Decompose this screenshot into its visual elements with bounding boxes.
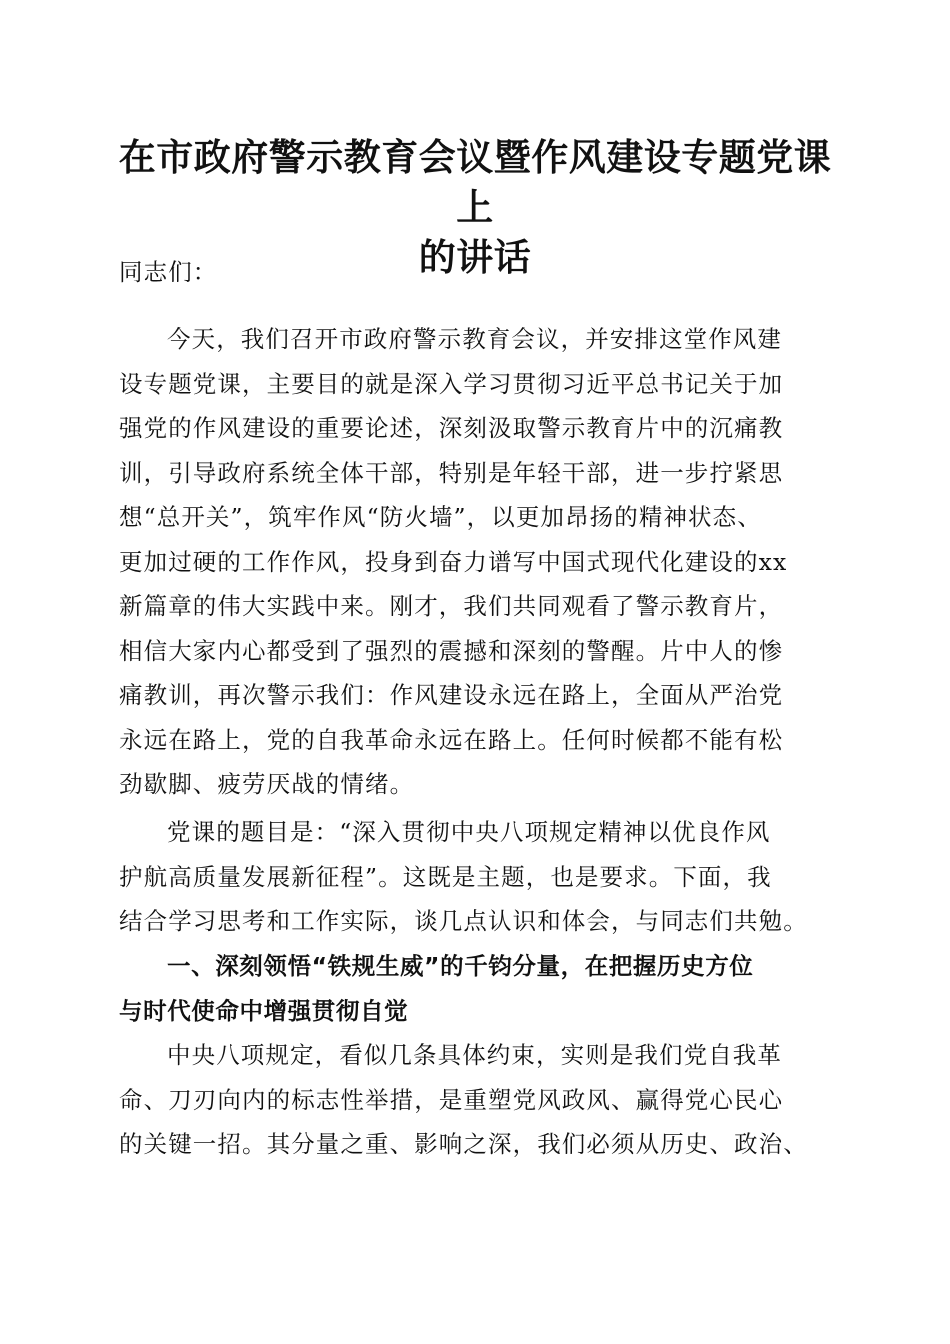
section-heading-line: 一、深刻领悟“铁规生威”的千钧分量，在把握历史方位 <box>167 952 754 980</box>
paragraph-2 <box>119 810 831 944</box>
paragraph-1 <box>119 317 831 807</box>
paragraph-1-line: 今天，我们召开市政府警示教育会议，并安排这堂作风建 <box>167 325 782 353</box>
paragraph-1-line: 训，引导政府系统全体干部，特别是年轻干部，进一步拧紧思 <box>119 458 784 487</box>
paragraph-3-line: 的关键一招。其分量之重、影响之深，我们必须从历史、政治、 <box>119 1130 808 1158</box>
title-line-1: 在市政府警示教育会议暨作风建设专题党课上 <box>118 135 832 229</box>
paragraph-1-line: 相信大家内心都受到了强烈的震撼和深刻的警醒。片中人的惨 <box>119 636 784 665</box>
section-heading-1 <box>119 944 831 1033</box>
paragraph-1-line: 设专题党课，主要目的就是深入学习贯彻习近平总书记关于加 <box>119 369 784 398</box>
paragraph-1-line: 更加过硬的工作作风，投身到奋力谱写中国式现代化建设的xx <box>119 547 788 576</box>
paragraph-1-line: 想“总开关”，筑牢作风“防火墙”，以更加昂扬的精神状态、 <box>119 503 762 531</box>
paragraph-3-line: 命、刀刃向内的标志性举措，是重塑党风政风、赢得党心民心 <box>119 1085 784 1114</box>
salutation <box>119 250 831 295</box>
paragraph-2-line: 护航高质量发展新征程”。这既是主题，也是要求。下面，我 <box>119 862 772 891</box>
paragraph-1-line: 痛教训，再次警示我们：作风建设永远在路上，全面从严治党 <box>119 681 784 709</box>
salutation-text: 同志们： <box>119 258 218 286</box>
section-heading-line: 与时代使命中增强贯彻自觉 <box>119 996 409 1025</box>
paragraph-1-line: 永远在路上，党的自我革命永远在路上。任何时候都不能有松 <box>119 725 784 754</box>
paragraph-2-line: 结合学习思考和工作实际，谈几点认识和体会，与同志们共勉。 <box>119 907 808 935</box>
paragraph-2-line: 党课的题目是：“深入贯彻中央八项规定精神以优良作风 <box>167 818 771 846</box>
paragraph-1-line: 劲歇脚、疲劳厌战的情绪。 <box>119 770 415 798</box>
paragraph-3 <box>119 1033 831 1167</box>
paragraph-3-line: 中央八项规定，看似几条具体约束，实则是我们党自我革 <box>167 1041 782 1069</box>
title-line-2: 的讲话 <box>418 235 532 279</box>
paragraph-1-line: 新篇章的伟大实践中来。刚才，我们共同观看了警示教育片， <box>119 592 784 620</box>
paragraph-1-line: 强党的作风建设的重要论述，深刻汲取警示教育片中的沉痛教 <box>119 414 784 442</box>
